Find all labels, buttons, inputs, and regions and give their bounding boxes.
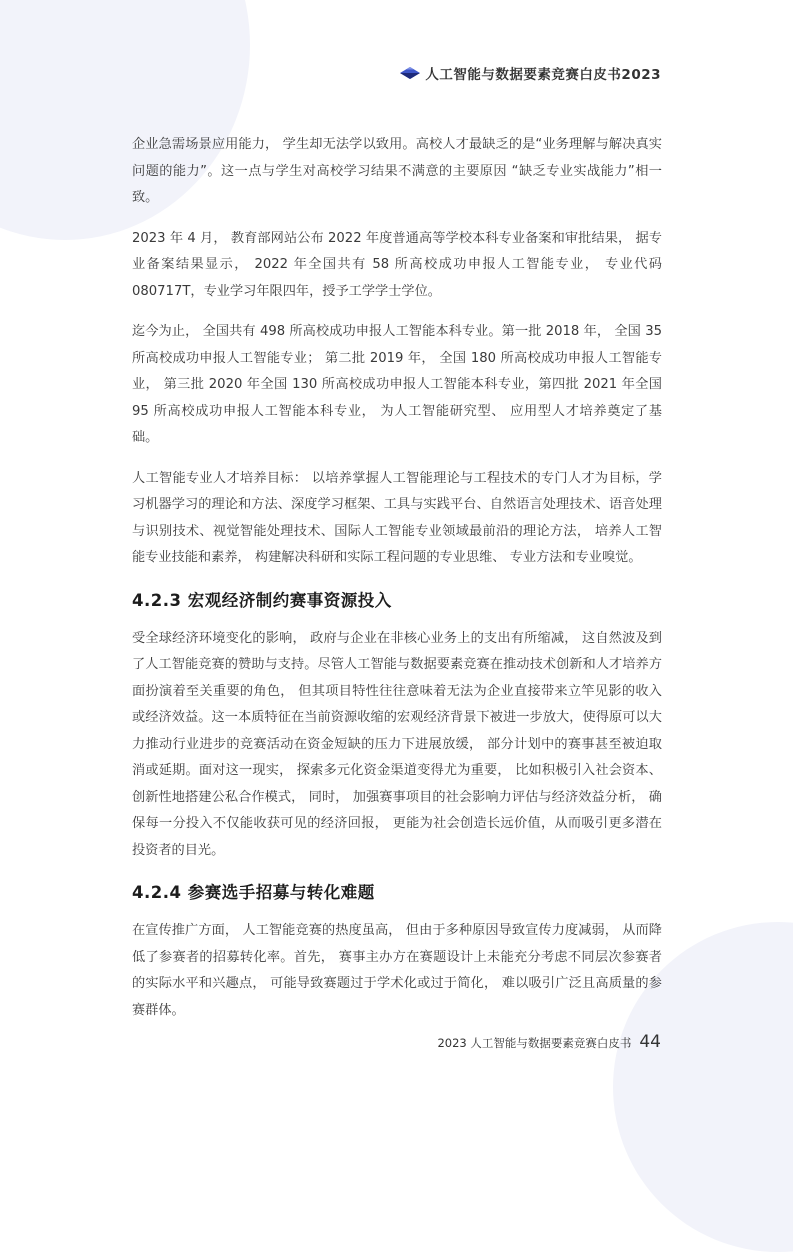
paragraph-macroeconomic-constraints: 受全球经济环境变化的影响， 政府与企业在非核心业务上的支出有所缩减， 这自然波及到了人工智能竞赛的赞助与支持。尽管人工智能与数据要素竞赛在推动技术创新和人才培养方面扮演着至关重要的角色， 但其项目特性往往意味着无法为企业直接带来立竿见影的收入或经济效益。这一本质特征在当前资源收缩的宏观经济背景下被进一步放大，使得原可以大力推动行业进步的竞赛活动在资金短缺的压力下进展放缓， 部分计划中的赛事甚至被迫取消或延期。面对这一现实， 探索多元化资金渠道变得尤为重要， 比如积极引入社会资本、创新性地搭建公私合作模式， 同时， 加强赛事项目的社会影响力评估与经济效益分析， 确保每一分投入不仅能收获可见的经济回报， 更能为社会创造长远价值，从而吸引更多潜在投资者的目光。 xyxy=(132,630,662,858)
page-number: 44 xyxy=(639,1032,661,1052)
paragraph-training-goals: 人工智能专业人才培养目标： 以培养掌握人工智能理论与工程技术的专门人才为目标，学习机器学习的理论和方法、深度学习框架、工具与实践平台、自然语言处理技术、语音处理与识别技术、视觉智能处理技术、国际人工智能专业领域最前沿的理论方法， 培养人工智能专业技能和素养， 构建解决科研和实际工程问题的专业思维、 专业方法和专业嗅觉。 xyxy=(132,470,662,565)
section-heading-4-2-4: 4.2.4 参赛选手招募与转化难题 xyxy=(132,883,375,902)
footer-title: 2023 人工智能与数据要素竞赛白皮书 xyxy=(437,1036,632,1050)
section-heading-4-2-3: 4.2.3 宏观经济制约赛事资源投入 xyxy=(132,590,392,610)
paragraph-major-filing-2022: 2023 年 4 月， 教育部网站公布 2022 年度普通高等学校本科专业备案和审批结果， 据专业备案结果显示， 2022 年全国共有 58 所高校成功申报人工智能专业， 专业代码 080717T，专业学习年限四年，授予工学学士学位。 xyxy=(132,230,662,299)
paragraph-ai-major-batches: 迄今为止， 全国共有 498 所高校成功申报人工智能本科专业。第一批 2018 年， 全国 35 所高校成功申报人工智能专业； 第二批 2019 年， 全国 180 所高校成功申报人工智能专业， 第三批 2020 年全国 130 所高校成功申报人工智能本科专业，第四批 2021 年全国 95 所高校成功申报人工智能本科专业， 为人工智能研究型、 应用型人才培养奠定了基础。 xyxy=(132,324,662,445)
paragraph-recruitment-conversion: 在宣传推广方面， 人工智能竞赛的热度虽高， 但由于多种原因导致宣传力度减弱， 从而降低了参赛者的招募转化率。首先， 赛事主办方在赛题设计上未能充分考虑不同层次参赛者的实际水平和兴趣点， 可能导致赛题过于学术化或过于简化， 难以吸引广泛且高质量的参赛群体。 xyxy=(132,923,662,1018)
header-title: 人工智能与数据要素竞赛白皮书2023 xyxy=(425,67,661,83)
page-footer xyxy=(437,1032,661,1052)
paragraph-application-ability: 企业急需场景应用能力， 学生却无法学以致用。高校人才最缺乏的是“业务理解与解决真实问题的能力”。这一点与学生对高校学习结果不满意的主要原因 “缺乏专业实战能力”相一致。 xyxy=(132,137,662,205)
page-body xyxy=(132,132,662,1038)
page-header xyxy=(400,63,661,83)
diamond-logo-icon xyxy=(400,67,420,79)
